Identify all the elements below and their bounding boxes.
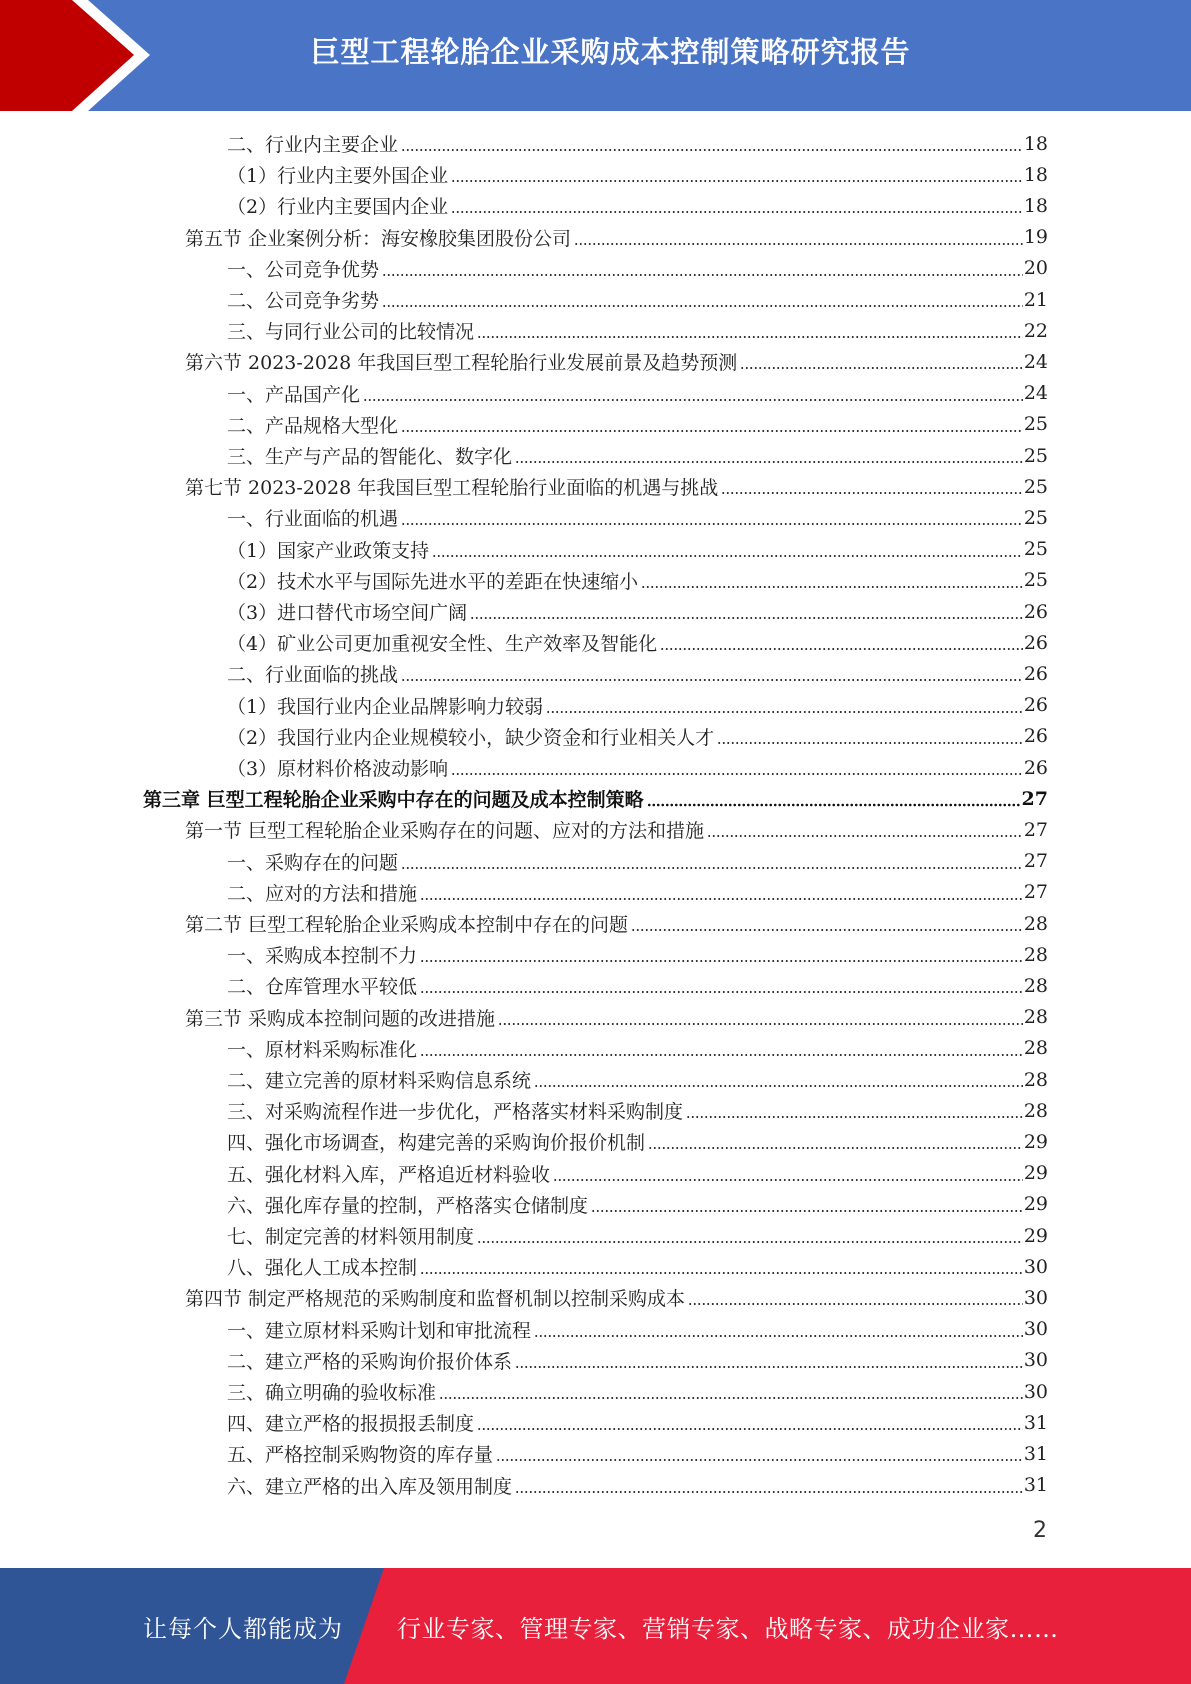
toc-dot-leader [534, 1064, 1023, 1095]
toc-entry[interactable] [227, 1220, 1048, 1251]
toc-dot-leader [477, 1407, 1023, 1438]
toc-entry-label: 四、建立严格的报损报丢制度 [227, 1413, 475, 1436]
toc-entry-page: 28 [1023, 974, 1048, 997]
toc-dot-leader [401, 502, 1023, 533]
toc-entry-page: 27 [1023, 850, 1048, 873]
toc-entry[interactable] [227, 1345, 1048, 1376]
toc-dot-leader [401, 409, 1023, 440]
toc-entry-label: 一、建立原材料采购计划和审批流程 [227, 1319, 532, 1342]
toc-dot-leader [591, 1189, 1023, 1220]
toc-entry-page: 25 [1023, 538, 1048, 561]
toc-entry[interactable] [227, 1126, 1048, 1157]
toc-entry-label: 第四节 制定严格规范的采购制度和监督机制以控制采购成本 [185, 1288, 686, 1311]
toc-entry-label: （1）国家产业政策支持 [227, 539, 430, 562]
toc-entry[interactable] [227, 596, 1048, 627]
toc-dot-leader [707, 814, 1023, 845]
toc-dot-leader [382, 284, 1023, 315]
toc-entry-label: （2）我国行业内企业规模较小，缺少资金和行业相关人才 [227, 726, 715, 749]
toc-dot-leader [515, 1345, 1023, 1376]
toc-entry[interactable] [227, 658, 1048, 689]
toc-entry-label: 第五节 企业案例分析：海安橡胶集团股份公司 [185, 227, 572, 250]
toc-entry-page: 25 [1023, 413, 1048, 436]
toc-dot-leader [382, 253, 1023, 284]
toc-entry-page: 30 [1023, 1349, 1048, 1372]
toc-entry-label: 六、强化库存量的控制，严格落实仓储制度 [227, 1194, 589, 1217]
toc-entry[interactable] [227, 378, 1048, 409]
toc-entry[interactable] [227, 721, 1048, 752]
toc-entry[interactable] [227, 1314, 1048, 1345]
toc-entry[interactable] [227, 1251, 1048, 1282]
toc-entry[interactable] [227, 534, 1048, 565]
toc-entry-label: 二、建立完善的原材料采购信息系统 [227, 1070, 532, 1092]
page-number: 2 [1033, 1518, 1047, 1543]
toc-entry-page: 27 [1021, 787, 1048, 810]
toc-entry-label: 二、公司竞争劣势 [227, 290, 380, 312]
toc-entry[interactable] [227, 627, 1048, 658]
page-header [0, 0, 1191, 111]
toc-entry[interactable] [227, 970, 1048, 1001]
toc-entry-page: 28 [1023, 1068, 1048, 1091]
toc-dot-leader [631, 908, 1023, 939]
toc-entry[interactable] [185, 908, 1048, 939]
toc-entry-label: 一、公司竞争优势 [227, 258, 380, 281]
toc-entry-page: 24 [1023, 350, 1048, 373]
toc-entry-page: 21 [1023, 288, 1048, 311]
toc-dot-leader [688, 1282, 1023, 1313]
toc-dot-leader [641, 565, 1023, 596]
toc-entry-page: 31 [1023, 1474, 1048, 1497]
toc-entry[interactable] [227, 1407, 1048, 1438]
toc-entry-page: 20 [1023, 257, 1048, 280]
toc-entry-page: 30 [1023, 1380, 1048, 1403]
toc-entry[interactable] [227, 1438, 1048, 1469]
toc-entry-label: 一、行业面临的机遇 [227, 508, 399, 531]
toc-entry-label: 二、仓库管理水平较低 [227, 976, 418, 999]
toc-entry[interactable] [185, 814, 1048, 845]
toc-dot-leader [660, 627, 1023, 658]
toc-entry-page: 27 [1023, 881, 1048, 904]
toc-entry-label: 三、生产与产品的智能化、数字化 [227, 446, 513, 468]
toc-dot-leader [420, 939, 1023, 970]
toc-entry[interactable] [227, 1189, 1048, 1220]
toc-entry-label: 二、产品规格大型化 [227, 414, 399, 437]
toc-entry-label: 二、行业内主要企业 [227, 134, 399, 156]
toc-entry[interactable] [227, 690, 1048, 721]
toc-entry-page: 30 [1023, 1318, 1048, 1341]
footer-slogan-left: 让每个人都能成为 [143, 1614, 343, 1643]
toc-entry-page: 30 [1023, 1255, 1048, 1278]
toc-entry[interactable] [227, 1376, 1048, 1407]
toc-dot-leader [717, 721, 1023, 752]
toc-entry-label: 三、对采购流程作进一步优化，严格落实材料采购制度 [227, 1101, 684, 1124]
toc-dot-leader [647, 783, 1021, 814]
page-footer [0, 1568, 1191, 1684]
toc-dot-leader [401, 658, 1023, 689]
toc-entry[interactable] [185, 471, 1048, 502]
toc-dot-leader [740, 346, 1023, 377]
toc-entry[interactable] [227, 877, 1048, 908]
toc-entry[interactable] [227, 502, 1048, 533]
toc-dot-leader [721, 471, 1023, 502]
toc-entry[interactable] [185, 1282, 1048, 1313]
toc-entry-page: 25 [1023, 475, 1048, 498]
toc-entry-page: 22 [1023, 319, 1048, 342]
toc-entry[interactable] [227, 409, 1048, 440]
toc-entry-label: （2）技术水平与国际先进水平的差距在快速缩小 [227, 570, 639, 593]
toc-entry-page: 26 [1023, 600, 1048, 623]
toc-dot-leader [496, 1438, 1023, 1469]
toc-entry-page: 28 [1023, 912, 1048, 935]
header-chevron-shape [0, 0, 150, 111]
toc-dot-leader [432, 534, 1023, 565]
toc-entry-label: （3）进口替代市场空间广阔 [227, 602, 468, 624]
toc-entry[interactable] [227, 1158, 1048, 1189]
toc-entry-page: 31 [1023, 1442, 1048, 1465]
toc-dot-leader [401, 846, 1023, 877]
toc-entry-page: 25 [1023, 506, 1048, 529]
toc-entry[interactable] [227, 1470, 1048, 1501]
toc-entry[interactable] [227, 1095, 1048, 1126]
toc-entry[interactable] [227, 440, 1048, 471]
toc-entry-page: 29 [1023, 1224, 1048, 1247]
toc-entry-label: 第三节 采购成本控制问题的改进措施 [185, 1007, 496, 1030]
toc-entry-page: 26 [1023, 694, 1048, 717]
toc-entry[interactable] [227, 190, 1048, 221]
toc-entry-page: 28 [1023, 1099, 1048, 1122]
toc-entry-page: 28 [1023, 1037, 1048, 1060]
toc-entry-label: 二、应对的方法和措施 [227, 882, 418, 905]
toc-dot-leader [420, 1033, 1023, 1064]
toc-entry-label: （1）行业内主要外国企业 [227, 165, 449, 188]
toc-dot-leader [401, 128, 1023, 159]
toc-dot-leader [477, 315, 1023, 346]
toc-entry-page: 26 [1023, 631, 1048, 654]
toc-entry-label: 一、采购存在的问题 [227, 851, 399, 874]
toc-entry-page: 29 [1023, 1162, 1048, 1185]
toc-entry[interactable] [185, 346, 1048, 377]
toc-entry[interactable] [227, 565, 1048, 596]
toc-entry-label: （4）矿业公司更加重视安全性、生产效率及智能化 [227, 633, 658, 656]
toc-dot-leader [648, 1126, 1023, 1157]
toc-entry-label: 五、强化材料入库，严格追近材料验收 [227, 1163, 551, 1186]
toc-entry[interactable] [185, 1002, 1048, 1033]
toc-entry-label: 一、产品国产化 [227, 383, 361, 406]
toc-dot-leader [470, 596, 1023, 627]
toc-dot-leader [477, 1220, 1023, 1251]
toc-entry-label: （3）原材料价格波动影响 [227, 758, 449, 780]
toc-dot-leader [546, 690, 1023, 721]
toc-entry-label: （1）我国行业内企业品牌影响力较弱 [227, 695, 544, 718]
toc-entry-label: 第三章 巨型工程轮胎企业采购中存在的问题及成本控制策略 [143, 789, 644, 812]
toc-dot-leader [553, 1158, 1023, 1189]
toc-entry-label: 三、与同行业公司的比较情况 [227, 321, 475, 344]
toc-entry-page: 28 [1023, 943, 1048, 966]
toc-entry-label: 七、制定完善的材料领用制度 [227, 1226, 475, 1248]
toc-dot-leader [439, 1376, 1023, 1407]
toc-entry-page: 26 [1023, 725, 1048, 748]
toc-entry-page: 25 [1023, 444, 1048, 467]
toc-entry-page: 26 [1023, 662, 1048, 685]
toc-entry[interactable] [227, 1033, 1048, 1064]
toc-entry-page: 25 [1023, 569, 1048, 592]
toc-entry[interactable] [227, 253, 1048, 284]
toc-dot-leader [420, 1251, 1023, 1282]
toc-entry-page: 31 [1023, 1411, 1048, 1434]
toc-dot-leader [420, 970, 1023, 1001]
toc-entry-label: 八、强化人工成本控制 [227, 1257, 418, 1280]
toc-entry-page: 26 [1023, 756, 1048, 779]
toc-entry-label: 一、原材料采购标准化 [227, 1038, 418, 1061]
toc-entry-page: 18 [1023, 132, 1048, 155]
toc-entry-page: 18 [1023, 194, 1048, 217]
toc-entry-label: 二、建立严格的采购询价报价体系 [227, 1350, 513, 1373]
toc-entry-page: 19 [1023, 226, 1048, 249]
toc-dot-leader [420, 877, 1023, 908]
toc-entry[interactable] [185, 222, 1048, 253]
toc-entry-label: （2）行业内主要国内企业 [227, 196, 449, 219]
toc-entry-label: 三、确立明确的验收标准 [227, 1382, 437, 1404]
toc-entry-label: 第一节 巨型工程轮胎企业采购存在的问题、应对的方法和措施 [185, 820, 705, 843]
toc-entry-label: 四、强化市场调查，构建完善的采购询价报价机制 [227, 1132, 646, 1155]
toc-entry[interactable] [227, 284, 1048, 315]
toc-entry-page: 28 [1023, 1006, 1048, 1029]
footer-slogan-right: 行业专家、管理专家、营销专家、战略专家、成功企业家…… [397, 1614, 1059, 1643]
toc-entry-page: 18 [1023, 163, 1048, 186]
toc-entry-page: 24 [1023, 382, 1048, 405]
toc-entry[interactable] [227, 752, 1048, 783]
toc-dot-leader [686, 1095, 1023, 1126]
toc-entry-label: 第六节 2023-2028 年我国巨型工程轮胎行业发展前景及趋势预测 [185, 352, 738, 375]
toc-entry[interactable] [227, 159, 1048, 190]
toc-dot-leader [363, 378, 1023, 409]
toc-entry[interactable] [227, 846, 1048, 877]
toc-dot-leader [498, 1002, 1023, 1033]
toc-chapter-entry[interactable] [143, 783, 1048, 814]
toc-entry-page: 29 [1023, 1193, 1048, 1216]
toc-dot-leader [451, 190, 1023, 221]
toc-entry-label: 二、行业面临的挑战 [227, 664, 399, 687]
toc-dot-leader [451, 159, 1023, 190]
toc-entry-page: 30 [1023, 1286, 1048, 1309]
toc-entry-label: 一、采购成本控制不力 [227, 945, 418, 968]
toc-entry-label: 第二节 巨型工程轮胎企业采购成本控制中存在的问题 [185, 914, 629, 936]
toc-dot-leader [451, 752, 1023, 783]
toc-entry[interactable] [227, 939, 1048, 970]
toc-entry-label: 五、严格控制采购物资的库存量 [227, 1444, 494, 1467]
toc-dot-leader [515, 1470, 1023, 1501]
toc-dot-leader [534, 1314, 1023, 1345]
report-title: 巨型工程轮胎企业采购成本控制策略研究报告 [310, 34, 911, 69]
toc-dot-leader [574, 222, 1023, 253]
toc-entry[interactable] [227, 128, 1048, 159]
toc-entry-label: 六、建立严格的出入库及领用制度 [227, 1475, 513, 1498]
toc-entry-page: 29 [1023, 1130, 1048, 1153]
toc-entry-label: 第七节 2023-2028 年我国巨型工程轮胎行业面临的机遇与挑战 [185, 477, 719, 500]
toc-entry[interactable] [227, 315, 1048, 346]
toc-entry[interactable] [227, 1064, 1048, 1095]
toc-dot-leader [515, 440, 1023, 471]
toc-entry-page: 27 [1023, 818, 1048, 841]
